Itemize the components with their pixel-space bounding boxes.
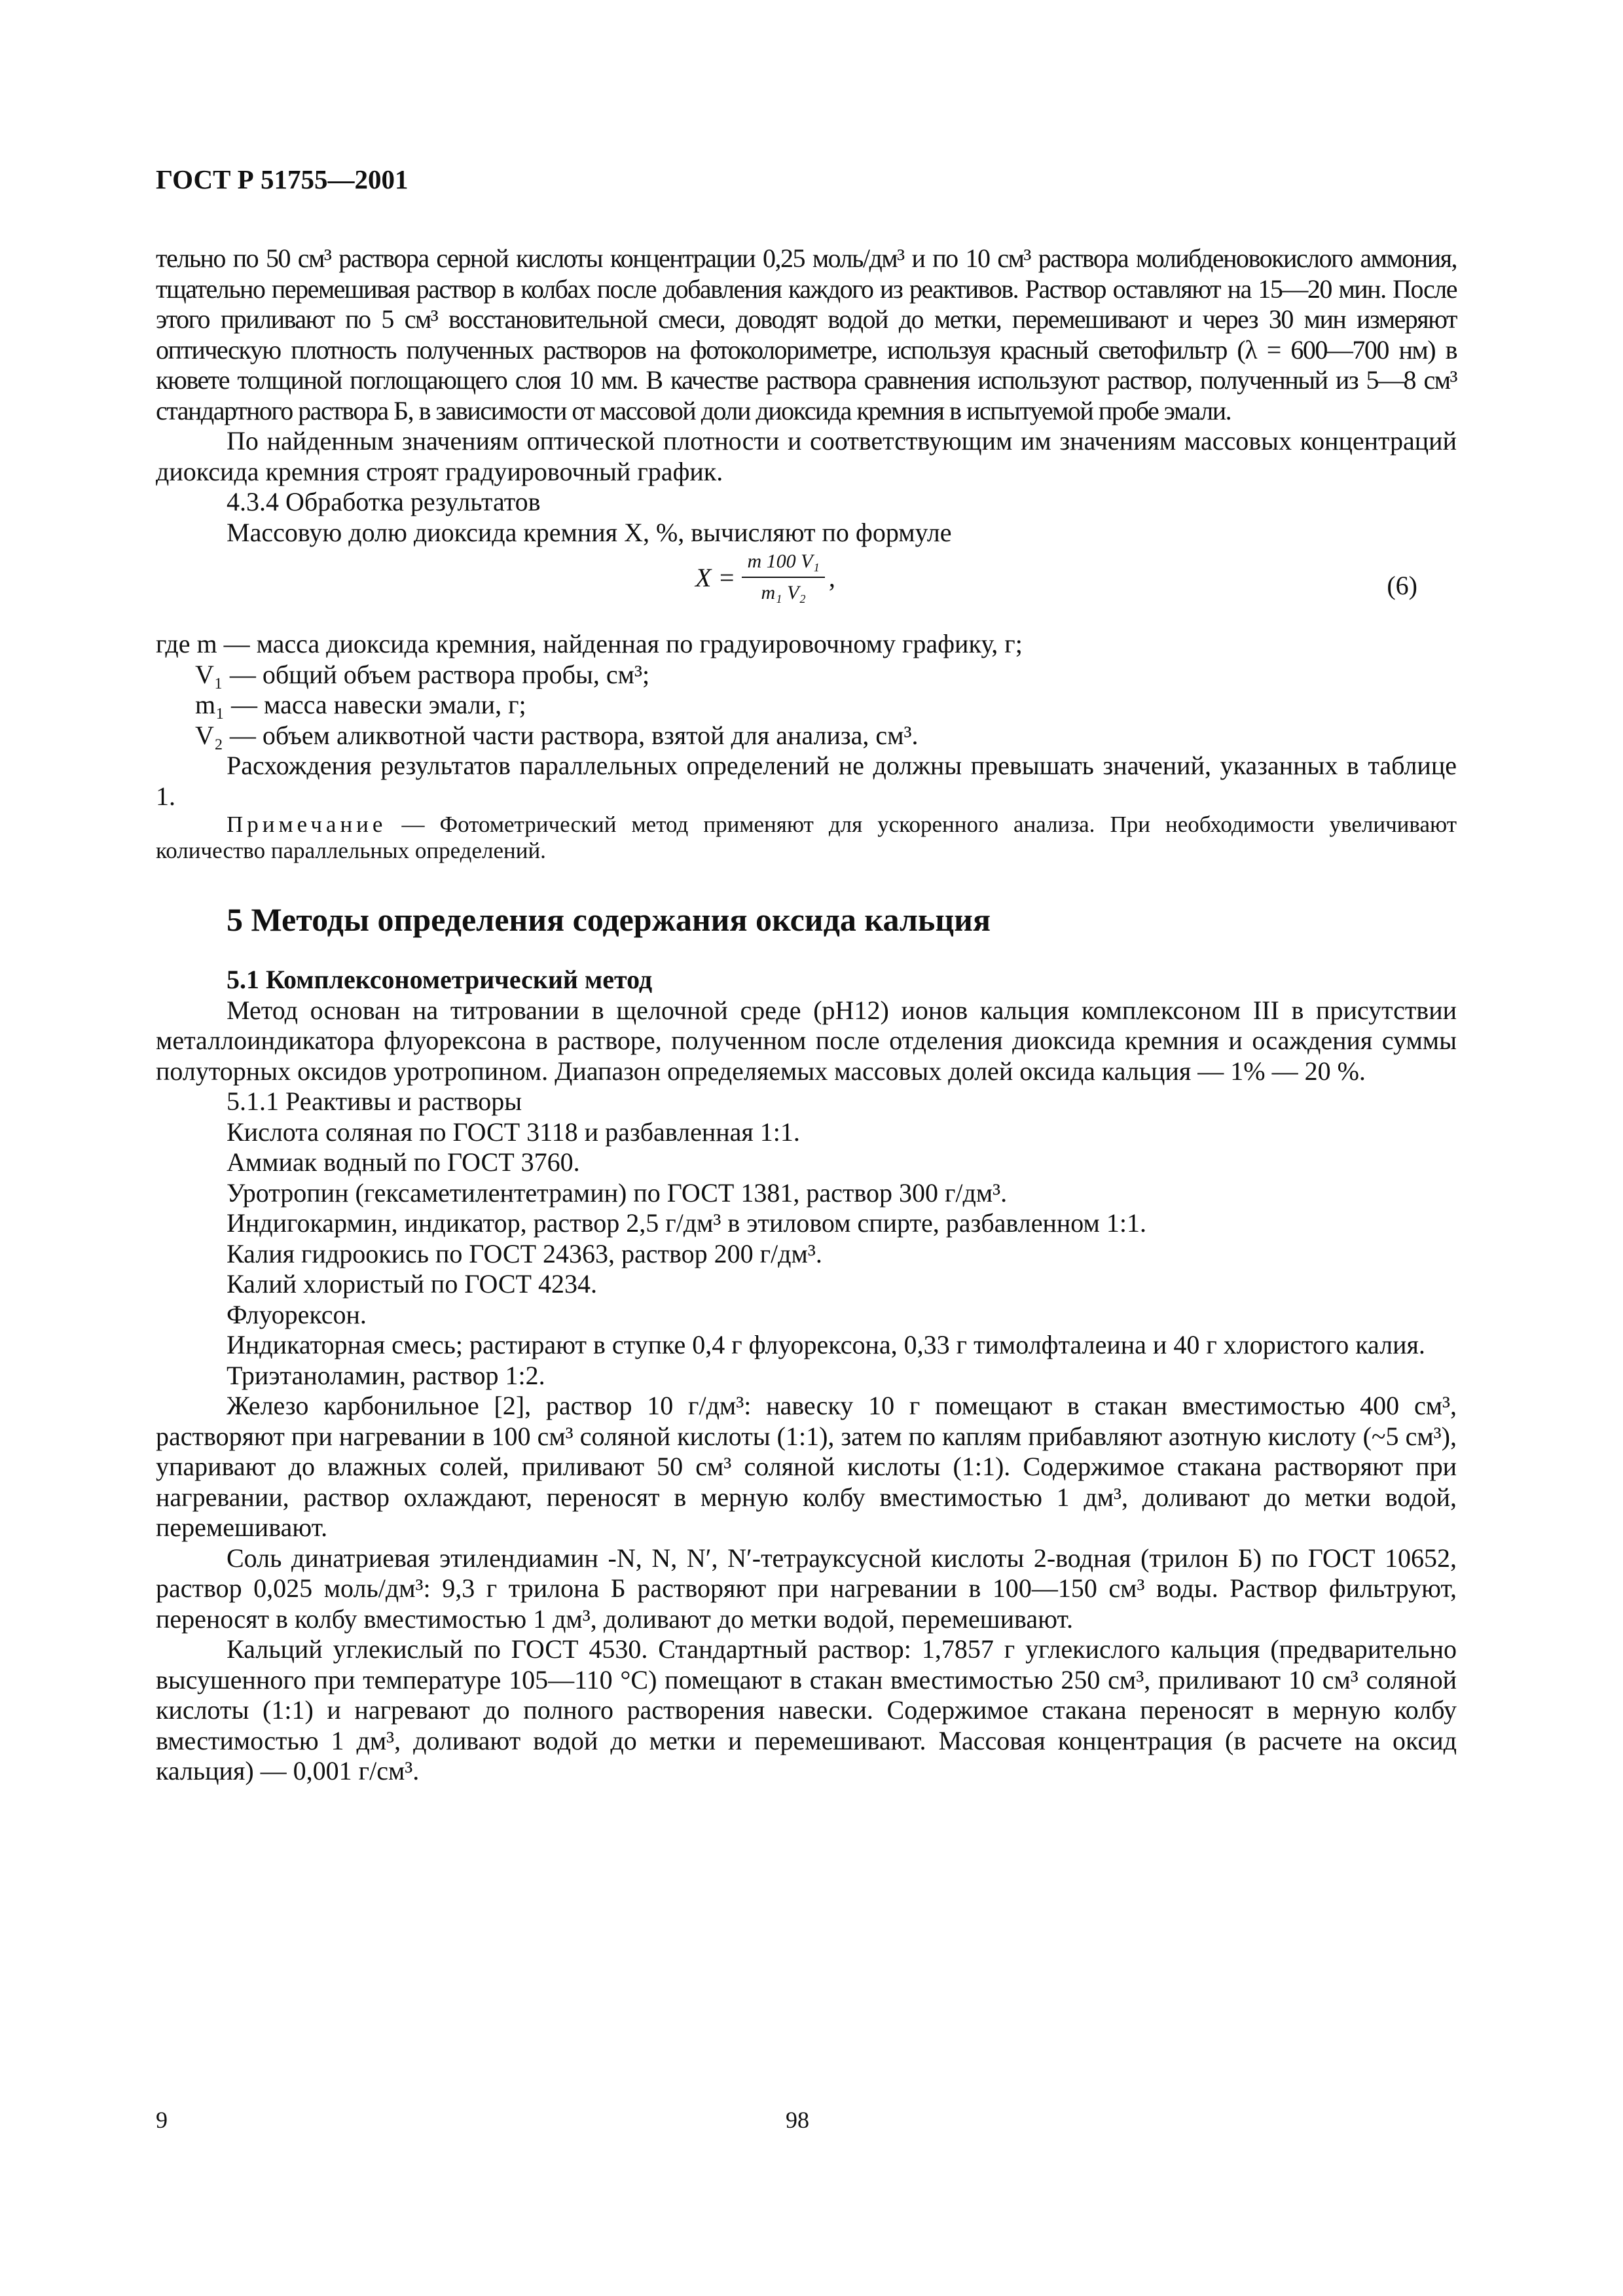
reagent-item: Калий хлористый по ГОСТ 4234. [227, 1269, 597, 1299]
paragraph-calibration: По найденным значениям оптической плотности и соответствующим им значениям массовых концентраций диоксида кремния строят градуировочный график. [156, 426, 1457, 486]
paragraph-discrepancy: Расхождения результатов параллельных определений не должны превышать значений, указанных в таблице 1. [156, 751, 1457, 811]
document-header: ГОСТ Р 51755—2001 [156, 164, 409, 194]
page-number-left: 9 [156, 2107, 168, 2133]
formula-6 [695, 550, 835, 604]
paragraph-trilon: Соль динатриевая этилендиамин -N, N, N′, N′-тетрауксусной кислоты 2-водная (трилон Б) по ГОСТ 10652, раствор 0,025 моль/дм³: 9,3 г трилона Б растворяют при нагревании в 100—150 см³ воды. Раствор фильтруют, переносят в колбу вместимостью 1 дм³, доливают до метки водой, перемешивают. [156, 1543, 1457, 1634]
paragraph-method: Метод основан на титровании в щелочной среде (рН12) ионов кальция комплексоном III в присутствии металлоиндикатора флуорексона в растворе, полученном после отделения диоксида кремния и осаждения суммы полуторных оксидов уротропином. Диапазон определяемых массовых долей оксида кальция — 1% — 20 %. [156, 995, 1457, 1086]
where-v2: V₂ — объем аликвотной части раствора, взятой для анализа, см³. [195, 720, 919, 750]
formula-intro: Массовую долю диоксида кремния X, %, вычисляют по формуле [227, 517, 952, 547]
reagent-item: Индигокармин, индикатор, раствор 2,5 г/дм³ в этиловом спирте, разбавленном 1:1. [227, 1208, 1146, 1238]
reagent-item: Аммиак водный по ГОСТ 3760. [227, 1147, 580, 1177]
formula-tail: , [828, 562, 835, 592]
reagent-item: Уротропин (гексаметилентетрамин) по ГОСТ 1381, раствор 300 г/дм³. [227, 1177, 1008, 1208]
where-m: где m — масса диоксида кремния, найденная по градуировочному графику, г; [156, 629, 1023, 658]
paragraph-indicator-mix: Индикаторная смесь; растирают в ступке 0,4 г флуорексона, 0,33 г тимолфталеина и 40 г хлористого калия. [227, 1330, 1425, 1359]
page-body [156, 243, 1457, 1787]
formula-block [156, 548, 1457, 629]
clause-4-3-4: 4.3.4 Обработка результатов [227, 487, 541, 516]
formula-lhs: X = [695, 562, 736, 592]
where-m1: m₁ — масса навески эмали, г; [195, 690, 526, 719]
formula-fraction [742, 550, 824, 604]
note-text: — Фотометрический метод применяют для ускоренного анализа. При необходимости увеличивают количество параллельных определений. [156, 812, 1457, 863]
where-v1: V₁ — общий объем раствора пробы, см³; [195, 659, 650, 689]
reagent-item: Калия гидроокись по ГОСТ 24363, раствор 200 г/дм³. [227, 1238, 822, 1268]
reagent-item: Кислота соляная по ГОСТ 3118 и разбавленная 1:1. [227, 1117, 800, 1147]
equation-number: (6) [1387, 571, 1417, 600]
section-title: 5 Методы определения содержания оксида кальция [227, 901, 991, 938]
subsection-title: 5.1 Комплексонометрический метод [227, 965, 653, 994]
paragraph-calcium: Кальций углекислый по ГОСТ 4530. Стандартный раствор: 1,7857 г углекислого кальция (предварительно высушенного при температуре 105—110 °С) помещают в стакан вместимостью 250 см³, приливают 10 см³ соляной кислоты (1:1) и нагревают до полного растворения навески. Содержимое стакана переносят в мерную колбу вместимостью 1 дм³, доливают водой до метки и перемешивают. Массовая концентрация (в расчете на оксид кальция) — 0,001 г/см³. [156, 1634, 1457, 1785]
paragraph-iron: Железо карбонильное [2], раствор 10 г/дм³: навеску 10 г помещают в стакан вместимостью 400 см³, растворяют при нагревании в 100 см³ соляной кислоты (1:1), затем по каплям прибавляют азотную кислоту (~5 см³), упаривают до влажных солей, приливают 50 см³ соляной кислоты (1:1). Содержимое стакана растворяют при нагревании, раствор охлаждают, переносят в мерную колбу вместимостью 1 дм³, доливают до метки водой, перемешивают. [156, 1391, 1457, 1542]
reagents-heading: 5.1.1 Реактивы и растворы [227, 1086, 522, 1116]
paragraph-continuation: тельно по 50 см³ раствора серной кислоты концентрации 0,25 моль/дм³ и по 10 см³ раствора молибденовокислого аммония, тщательно перемешивая раствор в колбах после добавления каждого из реактивов. Раствор оставляют на 15—20 мин. После этого приливают по 5 см³ восстановительной смеси, доводят водой до метки, перемешивают и через 30 мин измеряют оптическую плотность полученных растворов на фотоколориметре, используя красный светофильтр (λ = 600—700 нм) в кювете толщиной поглощающего слоя 10 мм. В качестве раствора сравнения используют раствор, полученный из 5—8 см³ стандартного раствора Б, в зависимости от массовой доли диоксида кремния в испытуемой пробе эмали. [156, 243, 1457, 425]
note-label: Примечание [227, 812, 387, 837]
reagent-item: Триэтаноламин, раствор 1:2. [227, 1360, 545, 1390]
formula-numerator: m 100 V₁ [742, 550, 824, 578]
formula-denominator: m₁ V₂ [761, 582, 806, 603]
reagent-item: Флуорексон. [227, 1299, 367, 1329]
note [156, 812, 1457, 864]
page-number-center: 98 [786, 2107, 809, 2133]
